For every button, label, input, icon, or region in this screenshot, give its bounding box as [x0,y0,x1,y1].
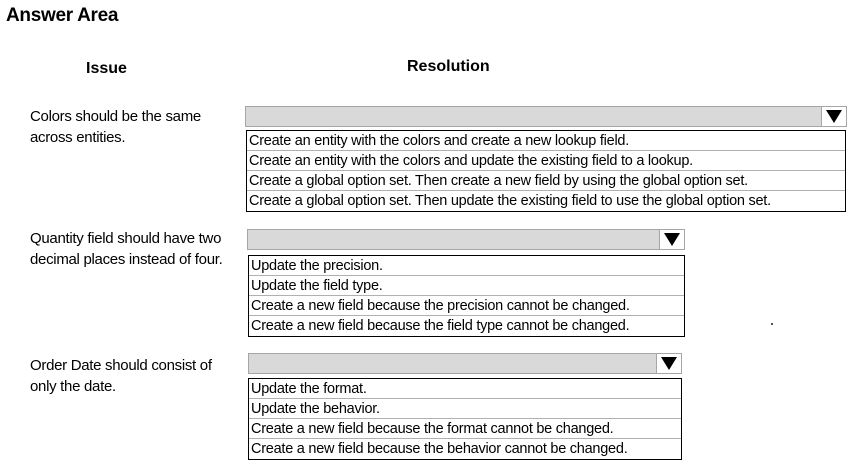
dropdown-option[interactable]: Create an entity with the colors and update the existing field to a lookup. [247,151,845,171]
issue-line: Quantity field should have two [30,230,222,247]
dropdown-option[interactable]: Create a global option set. Then update the existing field to use the global option set. [249,193,771,209]
stray-dot [771,323,773,325]
dropdown-options-order-date [248,378,682,460]
issue-text-order-date [30,355,212,397]
resolution-dropdown-quantity[interactable] [247,229,685,250]
issue-text-colors [30,106,201,148]
dropdown-option[interactable]: Update the field type. [249,276,684,296]
issue-line: Order Date should consist of [30,357,212,374]
dropdown-option[interactable]: Create an entity with the colors and create a new lookup field. [247,131,845,151]
resolution-dropdown-colors[interactable] [245,106,847,127]
dropdown-toggle-button[interactable] [659,230,684,249]
issue-text-quantity [30,228,222,270]
resolution-column-header: Resolution [407,58,490,75]
dropdown-toggle-button[interactable] [821,107,846,126]
triangle-down-icon [664,233,680,246]
issue-column-header: Issue [86,60,127,77]
resolution-dropdown-order-date[interactable] [248,353,682,374]
dropdown-option[interactable]: Create a global option set. Then create a new field by using the global option set. [247,171,845,191]
dropdown-options-colors [246,130,846,212]
page-title: Answer Area [6,5,119,26]
dropdown-option[interactable]: Create a new field because the field type cannot be changed. [251,318,630,334]
dropdown-toggle-button[interactable] [656,354,681,373]
triangle-down-icon [661,357,677,370]
dropdown-option[interactable]: Create a new field because the precision cannot be changed. [249,296,684,316]
dropdown-option[interactable]: Create a new field because the format cannot be changed. [249,419,681,439]
dropdown-option[interactable]: Create a new field because the behavior cannot be changed. [251,441,628,457]
dropdown-option[interactable]: Update the behavior. [249,399,681,419]
issue-line: across entities. [30,129,126,146]
issue-line: Colors should be the same [30,108,201,125]
triangle-down-icon [826,110,842,123]
issue-line: only the date. [30,378,116,395]
dropdown-option[interactable]: Update the precision. [249,256,684,276]
issue-line: decimal places instead of four. [30,251,223,268]
dropdown-option[interactable]: Update the format. [249,379,681,399]
dropdown-options-quantity [248,255,685,337]
